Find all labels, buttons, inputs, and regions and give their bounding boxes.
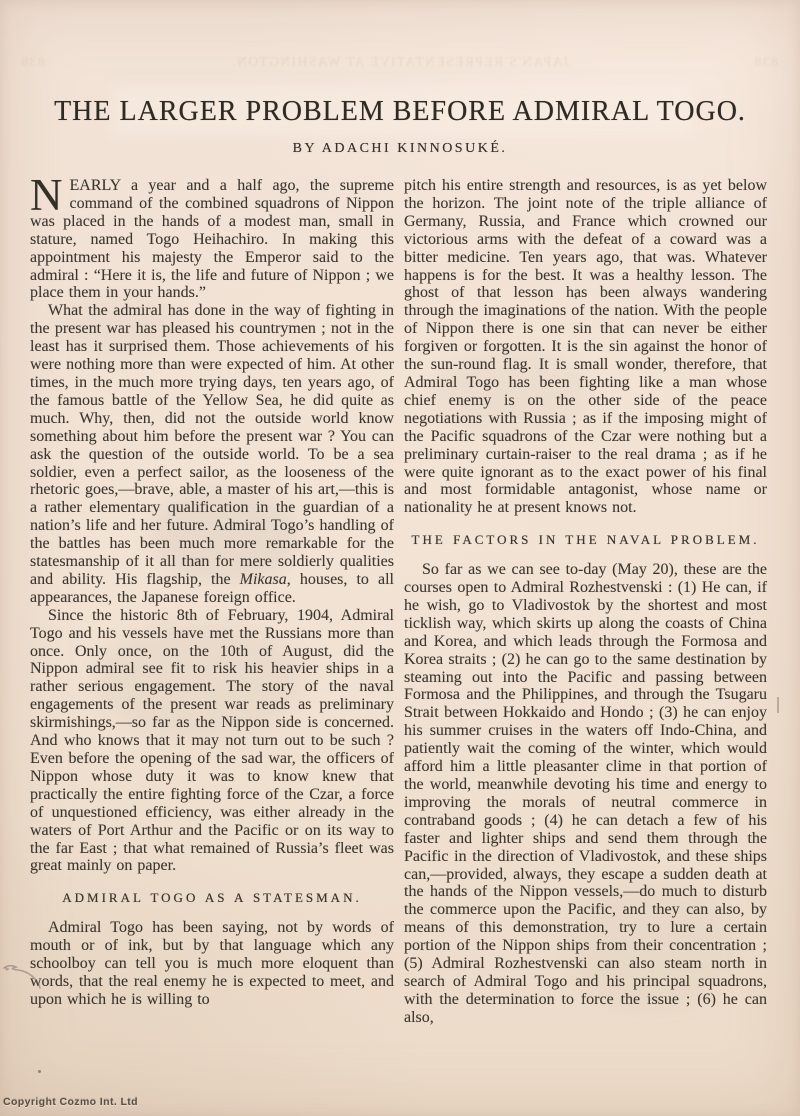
paragraph: So far as we can see to-day (May 20), these are the courses open to Admiral Rozhestvenski : (1) He can, if he wish, go to Vladivostok by the shortest and most ticklish way, which skirts up along the coasts of China and Korea, and which leads through the Formosa and Korea straits ; (2) he can go to the same destination by steaming out into the Pacific and passing between Formosa and the Philippines, and through the Tsugaru Strait between Hokkaido and Hondo ; (3) he can enjoy his summer cruises in the waters off Indo-China, and patiently wait the coming of the winter, which would afford him a little pleasanter clime in that portion of the world, meanwhile devoting his time and energy to improving the morals of neutral commerce in contraband goods ; (4) he can detach a few of his faster and lighter ships and send them through the Pacific in the direction of Vladivostok, and these ships can,—provided, always, they escape a sudden death at the hands of the Nippon vessels,—do much to disturb the commerce upon the Pacific, and they can also, by means of this demonstration, try to lure a certain portion of the Nippon ships from their concentration ; (5) Admiral Rozhestvenski can also steam north in search of Admiral Togo and his principal squadrons, with the determination to force the issue ; (6) he can also,: [404, 561, 767, 1026]
paragraph: [30, 302, 394, 606]
left-column: [30, 170, 394, 1009]
paragraph: Since the historic 8th of February, 1904, Admiral Togo and his vessels have met the Russians more than once. Only once, on the 10th of August, did the Nippon admiral see fit to risk his heavier ships in a rather serious engagement. The story of the naval engagements of the present war reads as preliminary skirmishings,—so far as the Nippon side is concerned. And who knows that it may not turn out to be such ? Even before the opening of the sad war, the officers of Nippon whose duty it was to know knew that practically the entire fighting force of the Czar, a force of unquestioned efficiency, was either already in the waters of Port Arthur and the Pacific or on its way to the far East ; that what remained of Russia’s fleet was great mainly on paper.: [30, 606, 394, 875]
paragraph: pitch his entire strength and resources, is as yet below the horizon. The joint note of the triple alliance of Germany, Russia, and France which crowned our victorious arms with the defeat of a coward was a bitter medicine. Ten years ago, that was. Whatever happens is for the best. It was a healthy lesson. The ghost of that lesson has been always wandering through the imaginations of the nation. With the people of Nippon there is one sin that can never be either forgiven or forgotten. It is the sin against the honor of the sun-round flag. It is small wonder, therefore, that Admiral Togo has been fighting like a man whose chief enemy is on the other side of the peace negotiations with Russia ; as if the imposing might of the Pacific squadrons of the Czar were nothing but a preliminary curtain-raiser to the real drama ; as if he were quite ignorant as to the exact power of his final and most formidable antagonist, whose name or nationality he at present knows not.: [404, 177, 767, 517]
paragraph-text: What the admiral has done in the way of fighting in the present war has pleased his countrymen ; not in the least has it surprised them. Those achievements of his were nothing more than were expected of him. At other times, in the much more trying days, ten years ago, of the famous battle of the Yellow Sea, he did quite as much. Why, then, did not the outside world know something about him before the present war ? You can ask the question of the outside world. To be a sea soldier, even a perfect sailor, as the looseness of the rhetoric goes,—brave, able, a master of his art,—this is a rather elementary qualification in the guardian of a nation’s life and her future. Admiral Togo’s handling of the battles has been much more remarkable for the statesmanship of it all than for mere soldierly qualities and ability. His flagship, the: [30, 302, 394, 588]
right-column: [404, 177, 767, 1027]
ship-name-italic: Mikasa: [239, 570, 287, 588]
article-title: THE LARGER PROBLEM BEFORE ADMIRAL TOGO.: [54, 96, 746, 127]
section-heading-statesman: ADMIRAL TOGO AS A STATESMAN.: [62, 890, 362, 906]
paragraph-text: , houses, to all appearances, the Japanese foreign office.: [30, 570, 394, 606]
paragraph-text: EARLY a year and a half ago, the supreme command of the combined squadrons of Nippon was placed in the hands of a modest man, small in stature, named Togo Heihachiro. In making this appointment his majesty the Emperor said to the admiral : “Here it is, the life and future of Nippon ; we place them in your hands.”: [30, 177, 394, 302]
article-byline: BY ADACHI KINNOSUKÉ.: [292, 141, 508, 156]
showthrough-page-number: 838: [753, 54, 778, 69]
paragraph: [30, 170, 394, 302]
showthrough-page-number: 838: [20, 54, 45, 69]
pencil-mark: [0, 960, 48, 1002]
paper-speck: [38, 1070, 41, 1073]
section-heading-factors: THE FACTORS IN THE NAVAL PROBLEM.: [411, 532, 760, 548]
page-edge-mark: [777, 697, 779, 713]
showthrough-running-title: JAPAN'S REPRESENTATIVE AT WASHINGTON.: [230, 54, 570, 69]
paragraph: Admiral Togo has been saying, not by words of mouth or of ink, but by that language which any schoolboy can tell you is much more eloquent than words, that the real enemy he is expected to meet, and upon which he is willing to: [30, 919, 394, 1008]
copyright-watermark: Copyright Cozmo Int. Ltd: [3, 1096, 138, 1108]
showthrough-header: [0, 54, 800, 76]
drop-cap: N: [30, 170, 63, 220]
